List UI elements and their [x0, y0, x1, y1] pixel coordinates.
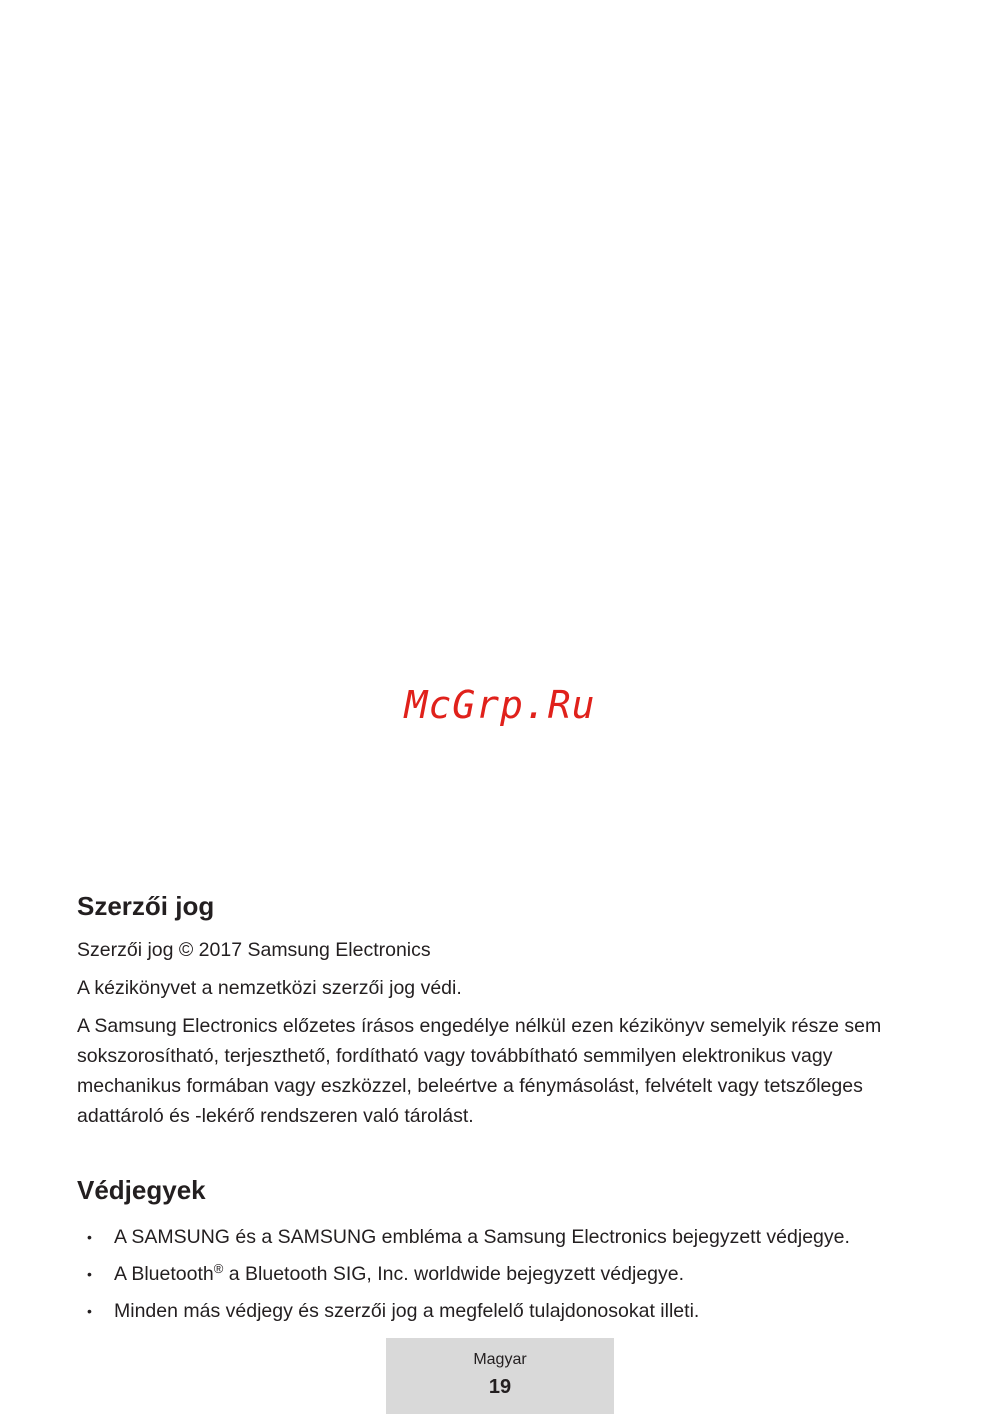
page-number: 19: [488, 1376, 512, 1398]
copyright-protection-line: A kézikönyvet a nemzetközi szerzői jog védi.: [77, 977, 462, 999]
page-footer: [386, 1338, 614, 1414]
list-item: [77, 1219, 927, 1256]
footer-language: Magyar: [473, 1351, 527, 1368]
trademarks-section: [77, 1174, 927, 1330]
bullet-icon: •: [87, 1266, 92, 1282]
copyright-line: Szerzői jog © 2017 Samsung Electronics: [77, 939, 431, 961]
trademark-text-start: A Bluetooth: [114, 1263, 214, 1285]
copyright-heading: Szerzői jog: [77, 891, 215, 921]
watermark-text: McGrp.Ru: [404, 683, 596, 727]
bullet-icon: •: [87, 1229, 92, 1245]
list-item: [77, 1256, 927, 1293]
trademarks-heading: Védjegyek: [77, 1175, 206, 1205]
list-item: [77, 1293, 927, 1330]
trademark-text: Minden más védjegy és szerzői jog a megfelelő tulajdonosokat illeti.: [114, 1300, 700, 1322]
copyright-notice-paragraph: A Samsung Electronics előzetes írásos engedélye nélkül ezen kézikönyv semelyik része sem sokszorosítható, terjeszthető, fordítható vagy továbbítható semmilyen elektronikus vagy mechanikus formában vagy eszközzel, beleértve a fénymásolást, felvételt vagy tetszőleges adattároló és -lekérő rendszeren való tárolást.: [77, 1015, 882, 1127]
trademark-text-end: a Bluetooth SIG, Inc. worldwide bejegyzett védjegye.: [223, 1263, 685, 1285]
copyright-section: [77, 890, 927, 1131]
trademarks-list: [77, 1219, 927, 1330]
bullet-icon: •: [87, 1303, 92, 1319]
trademark-text: A SAMSUNG és a SAMSUNG embléma a Samsung Electronics bejegyzett védjegye.: [114, 1226, 850, 1248]
registered-mark: ®: [213, 1261, 224, 1276]
